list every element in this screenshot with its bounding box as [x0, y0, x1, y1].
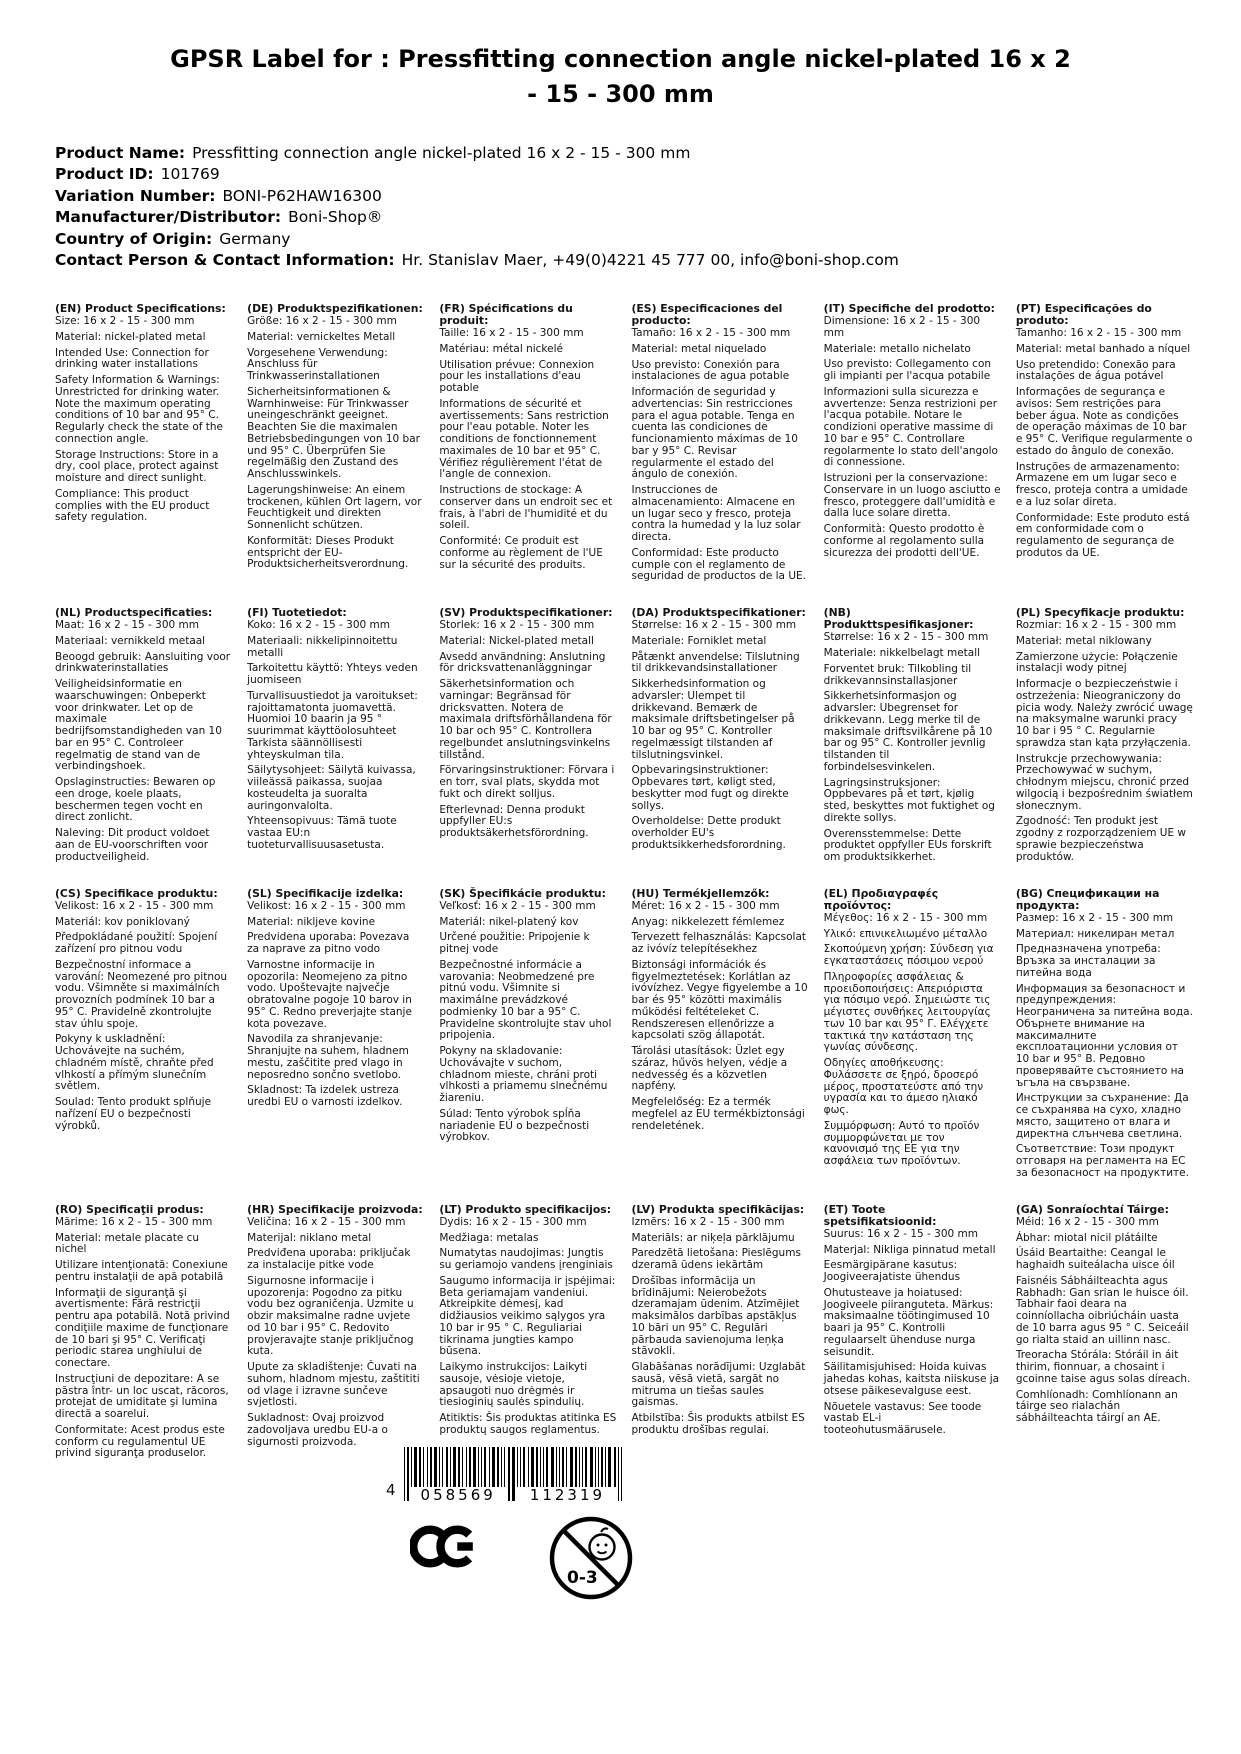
spec-storage: Navodila za shranjevanje: Shranjujte na suhem, hladnem mestu, zaščitite pred vlago in neposredno sončno svetlobo. — [247, 1033, 409, 1081]
spec-safety-warnings: Sikkerhedsinformation og advarsler: Ulempet til drikkevand. Bemærk de maksimale driftsbetingelser på 10 bar og 95° C. Kontroller regelmæssigt tilstanden af tilslutningsvinkel. — [631, 678, 795, 761]
language-spec-block — [632, 607, 809, 868]
spec-intended-use: Predviđena uporaba: priključak za instalacije pitke vode — [247, 1247, 411, 1272]
country-of-origin-row — [55, 229, 899, 250]
language-spec-title: (LT) Produkto specifikacijos: — [439, 1202, 612, 1216]
spec-compliance: Konformität: Dieses Produkt entspricht der EU-Produktsicherheitsverordnung. — [247, 534, 409, 571]
spec-safety-warnings: Sikkerhetsinformasjon og advarsler: Ubegrenset for drikkevann. Legg merke til de maksimale driftsvilkårene på 10 bar og 95° C. Kontroller jevnlig tilstanden til forbindelsesvinkelen. — [823, 690, 993, 773]
spec-storage: Instrucciones de almacenamiento: Almacene en un lugar seco y fresco, proteja contra la humedad y la luz solar directa. — [631, 484, 801, 544]
spec-safety-warnings: Informações de segurança e avisos: Sem restrições para beber água. Note as condições de operação máximas de 10 bar e 95° C. Verifique regularmente o estado do ângulo de conexão. — [1015, 386, 1193, 457]
barcode-main — [404, 1447, 623, 1504]
spec-intended-use: Zamierzone użycie: Połączenie instalacji wody pitnej — [1015, 650, 1178, 675]
spec-intended-use: Uso previsto: Conexión para instalaciones de agua potable — [631, 358, 790, 383]
spec-intended-use: Určené použitie: Pripojenie k pitnej vode — [439, 931, 590, 956]
spec-material: Υλικό: επινικελιωμένο μέταλλο — [823, 927, 988, 940]
product-id-label: Product ID: — [55, 165, 154, 184]
spec-size: Størrelse: 16 x 2 - 15 - 300 mm — [631, 619, 797, 632]
country-of-origin-label: Country of Origin: — [55, 229, 213, 248]
spec-material: Material: vernickeltes Metall — [247, 330, 396, 343]
spec-compliance: Conformité: Ce produit est conforme au règlement de l'UE sur la sécurité des produits. — [439, 535, 603, 571]
spec-compliance: Naleving: Dit product voldoet aan de EU-voorschriften voor productveiligheid. — [55, 827, 210, 863]
language-spec-block — [439, 888, 616, 1184]
spec-compliance: Zgodność: Ten produkt jest zgodny z rozporządzeniem UE w sprawie bezpieczeństwa produktów. — [1015, 815, 1187, 863]
spec-safety-warnings: Biztonsági információk és figyelmeztetések: Korlátlan az ivóvízhez. Vegye figyelembe a 10 bar és 95° közötti maximális működési feltételeket C. Rendszeresen ellenőrizze a kapcsolati szög állapotát. — [631, 958, 808, 1042]
language-spec-block — [439, 607, 616, 868]
spec-material: Materiale: nikkelbelagt metall — [823, 647, 981, 660]
spec-intended-use: Úsáid Beartaithe: Ceangal le haghaidh suiteálacha uisce óil — [1015, 1247, 1175, 1272]
spec-size: Rozmiar: 16 x 2 - 15 - 300 mm — [1015, 619, 1177, 632]
spec-safety-warnings: Faisnéis Sábháilteachta agus Rabhadh: Gan srian le huisce óil. Tabhair faoi deara na coinníollacha oibriúcháin uasta de 10 barra agus 95 ° C. Seiceáil go rialta staid an uillinn nasc. — [1015, 1274, 1189, 1346]
language-spec-block — [1016, 1204, 1193, 1464]
barcode-group2: 112319 — [529, 1486, 606, 1504]
spec-storage: Glabāšanas norādījumi: Uzglabāt sausā, vēsā vietā, sargāt no mitruma un tiešas saules gaismas. — [631, 1361, 806, 1409]
language-spec-title: (PT) Especificações do produto: — [1015, 302, 1152, 328]
spec-size: Izmērs: 16 x 2 - 15 - 300 mm — [631, 1215, 785, 1228]
country-of-origin-value: Germany — [219, 229, 291, 248]
spec-intended-use: Vorgesehene Verwendung: Anschluss für Trinkwasserinstallationen — [247, 346, 388, 383]
language-spec-title: (HU) Termékjellemzők: — [631, 886, 770, 900]
language-spec-block — [1016, 303, 1193, 587]
spec-size: Size: 16 x 2 - 15 - 300 mm — [55, 315, 195, 328]
spec-compliance: Overholdelse: Dette produkt overholder EU's produktsikkerhedsforordning. — [631, 815, 786, 851]
spec-compliance: Megfelelőség: Ez a termék megfelel az EU termékbiztonsági rendeletének. — [631, 1096, 805, 1132]
language-spec-block — [55, 303, 232, 587]
language-spec-title: (NB) Produkttspesifikasjoner: — [823, 606, 974, 632]
manufacturer-value: Boni-Shop® — [288, 208, 383, 227]
language-specs-grid — [55, 303, 1193, 1464]
language-spec-title: (FI) Tuotetiedot: — [247, 606, 347, 620]
spec-material: Anyag: nikkelezett fémlemez — [631, 915, 785, 928]
spec-compliance: Comhlíonadh: Comhlíonann an táirge seo rialachán sábháilteachta táirgí an AE. — [1015, 1388, 1178, 1425]
spec-storage: Opbevaringsinstruktioner: Opbevares tørt, køligt sted, beskytter mod fugt og direkte sollys. — [631, 764, 789, 812]
language-spec-title: (BG) Спецификации на продукта: — [1015, 886, 1160, 912]
spec-safety-warnings: Veiligheidsinformatie en waarschuwingen: Onbeperkt voor drinkwater. Let op de maximale bedrijfsomstandigheden van 10 bar en 95° C. Controleer regelmatig de stand van de verbindingshoek. — [55, 678, 222, 773]
spec-storage: Opslaginstructies: Bewaren op een droge, koele plaats, beschermen tegen vocht en direct zonlicht. — [55, 776, 216, 824]
language-spec-block — [247, 303, 424, 587]
language-spec-title: (PL) Specyfikacje produktu: — [1015, 606, 1185, 620]
spec-safety-warnings: Información de seguridad y advertencias: Sin restricciones para el agua potable. Tenga en cuenta las condiciones de funcionamiento máximas de 10 bar y 95° C. Revisar regularmente el estado del ángulo de conexión. — [631, 386, 798, 481]
language-spec-block — [439, 1204, 616, 1464]
product-id-value: 101769 — [160, 165, 220, 184]
language-spec-block — [247, 607, 424, 868]
spec-safety-warnings: Информация за безопасност и предупреждения: Неограничена за питейна вода. Обърнете внимание на максималните експлоатационни условия от 10 bar и 95° B. Редовно проверявайте състоянието на ъгъла на свързване. — [1015, 982, 1193, 1089]
language-spec-block — [824, 1204, 1001, 1464]
product-name-label: Product Name: — [55, 144, 186, 162]
language-spec-block — [439, 303, 616, 587]
variation-number-row — [55, 186, 899, 207]
spec-size: Storlek: 16 x 2 - 15 - 300 mm — [439, 619, 595, 632]
spec-size: Tamanho: 16 x 2 - 15 - 300 mm — [1015, 327, 1182, 340]
spec-intended-use: Předpokládané použití: Spojení zařízení pro pitnou vodu — [55, 931, 218, 956]
spec-intended-use: Utilisation prévue: Connexion pour les installations d'eau potable — [439, 358, 595, 395]
spec-material: Material: metale placate cu nichel — [55, 1231, 200, 1256]
contact-label: Contact Person & Contact Information: — [55, 250, 395, 269]
spec-storage: Instrucţiuni de depozitare: A se păstra într- un loc uscat, răcoros, protejat de umiditate şi lumina directă a soarelui. — [55, 1372, 229, 1421]
manufacturer-label: Manufacturer/Distributor: — [55, 208, 282, 227]
ce-mark-icon — [410, 1523, 478, 1574]
spec-storage: Instructions de stockage: A conserver dans un endroit sec et frais, à l'abri de l'humidité et du soleil. — [439, 484, 613, 532]
spec-material: Material: nikljeve kovine — [247, 915, 376, 928]
language-spec-block — [247, 1204, 424, 1464]
variation-number-value: BONI-P62HAW16300 — [222, 186, 382, 205]
spec-compliance: Súlad: Tento výrobok spĺňa nariadenie EÚ o bezpečnosti výrobkov. — [439, 1107, 590, 1144]
spec-size: Velikost: 16 x 2 - 15 - 300 mm — [247, 899, 406, 912]
spec-compliance: Съответствие: Този продукт отговаря на регламента на ЕС за безопасност на продуктите. — [1015, 1143, 1189, 1179]
language-spec-title: (FR) Spécifications du produit: — [439, 302, 573, 328]
language-spec-title: (LV) Produkta specifikācijas: — [631, 1202, 805, 1216]
language-spec-title: (SL) Specifikacije izdelka: — [247, 886, 404, 900]
spec-intended-use: Предназначена употреба: Връзка за инсталации за питейна вода — [1015, 943, 1161, 979]
spec-safety-warnings: Informacje o bezpieczeństwie i ostrzeżenia: Nieograniczony do picia wody. Należy zwrócić uwagę na maksymalne warunki pracy 10 bar i 95 ° C. Regularnie sprawdza stan kąta przyłączenia. — [1015, 678, 1193, 749]
spec-storage: Istruzioni per la conservazione: Conservare in un luogo asciutto e fresco, proteggere dall'umidità e dalla luce solare diretta. — [823, 472, 1001, 520]
spec-size: Dimensione: 16 x 2 - 15 - 300 mm — [823, 315, 981, 339]
spec-storage: Pokyny k uskladnění: Uchovávejte na suchém, chladném místě, chraňte před vlhkostí a přímým slunečním světlem. — [55, 1033, 214, 1093]
barcode-numbers — [404, 1486, 623, 1504]
spec-intended-use: Påtænkt anvendelse: Tilslutning til drikkevandsinstallationer — [631, 650, 800, 675]
language-spec-title: (ET) Toote spetsifikatsioonid: — [823, 1202, 937, 1228]
contact-value: Hr. Stanislav Maer, +49(0)4221 45 777 00, info@boni-shop.com — [401, 250, 899, 269]
spec-compliance: Yhteensopivuus: Tämä tuote vastaa EU:n tuoteturvallisuusasetusta. — [247, 815, 397, 851]
language-spec-block — [55, 1204, 232, 1464]
spec-material: Materiale: metallo nichelato — [823, 342, 971, 355]
spec-material: Materiał: metal niklowany — [1015, 634, 1152, 647]
spec-material: Materiāls: ar niķeļa pārklājumu — [631, 1231, 795, 1244]
spec-material: Materiál: kov poniklovaný — [55, 915, 190, 928]
spec-storage: Οδηγίες αποθήκευσης: Φυλάσσετε σε ξηρό, δροσερό μέρος, προστατεύστε από την υγρασία και το άμεσο ηλιακό φως. — [823, 1057, 984, 1117]
spec-intended-use: Σκοπούμενη χρήση: Σύνδεση για εγκαταστάσεις πόσιμου νερού — [823, 943, 994, 968]
spec-material: Materiale: Forniklet metal — [631, 634, 767, 647]
product-id-row — [55, 164, 899, 185]
language-spec-block — [1016, 888, 1193, 1184]
spec-material: Material: metal niquelado — [631, 342, 767, 355]
spec-compliance: Soulad: Tento produkt splňuje nařízení EU o bezpečnosti výrobků. — [55, 1096, 212, 1132]
spec-storage: Säilitamisjuhised: Hoida kuivas jahedas kohas, kaitsta niiskuse ja otsese päikesevalguse eest. — [823, 1361, 1000, 1397]
language-spec-title: (EL) Προδιαγραφές προϊόντος: — [823, 886, 939, 912]
spec-material: Materiaal: vernikkeld metaal — [55, 634, 206, 647]
page-title: GPSR Label for : Pressfitting connection angle nickel-plated 16 x 2 - 15 - 300 mm — [170, 45, 1071, 108]
spec-compliance: Sukladnost: Ovaj proizvod zadovoljava uredbu EU-a o sigurnosti proizvoda. — [247, 1412, 388, 1448]
product-name-row — [55, 143, 899, 164]
spec-size: Размер: 16 x 2 - 15 - 300 mm — [1015, 911, 1174, 924]
spec-storage: Lagringsinstruksjoner: Oppbevares på et tørt, kjølig sted, beskyttes mot fuktighet og direkte sollys. — [823, 776, 995, 824]
spec-size: Größe: 16 x 2 - 15 - 300 mm — [247, 315, 397, 328]
spec-material: Ábhar: miotal nicil plátáilte — [1015, 1231, 1158, 1244]
language-spec-block — [824, 303, 1001, 587]
language-spec-title: (ES) Especificaciones del producto: — [631, 302, 783, 328]
language-spec-block — [247, 888, 424, 1184]
spec-intended-use: Forventet bruk: Tilkobling til drikkevannsinstallasjoner — [823, 662, 972, 687]
spec-intended-use: Tervezett felhasználás: Kapcsolat az ivóvíz telepítésekhez — [631, 931, 806, 956]
spec-safety-warnings: Πληροφορίες ασφάλειας & προειδοποιήσεις: Απεριόριστα για πόσιμο νερό. Σημειώστε τις μέγιστες συνθήκες λειτουργίας των 10 bar και 95° Γ. Ελέγχετε τακτικά την κατάσταση της γωνίας σύνδεσης. — [823, 970, 991, 1054]
spec-size: Suurus: 16 x 2 - 15 - 300 mm — [823, 1227, 979, 1240]
spec-intended-use: Tarkoitettu käyttö: Yhteys veden juomiseen — [247, 662, 418, 687]
language-spec-block — [632, 303, 809, 587]
language-spec-block — [55, 607, 232, 868]
spec-safety-warnings: Sigurnosne informacije i upozorenja: Pogodno za pitku vodu bez ograničenja. Uzmite u obzir maksimalne radne uvjete od 10 bar i 95° C. Redovito provjeravajte stanje priključnog kuta. — [247, 1274, 414, 1358]
spec-compliance: Conformità: Questo prodotto è conforme al regolamento sulla sicurezza dei prodotti dell'UE. — [823, 523, 985, 559]
manufacturer-row — [55, 207, 899, 228]
spec-storage: Инструкции за съхранение: Да се съхранява на сухо, хладно място, защитено от влага и директна слънчева светлина. — [1015, 1092, 1189, 1140]
language-spec-title: (SV) Produktspecifikationer: — [439, 606, 613, 620]
language-spec-title: (EN) Product Specifications: — [55, 302, 226, 315]
spec-storage: Treoracha Stórála: Stóráil in áit thirim, fionnuar, a chosaint i gcoinne taise agus solas díreach. — [1015, 1349, 1191, 1385]
barcode-left-digit: 4 — [386, 1481, 397, 1499]
spec-intended-use: Beoogd gebruik: Aansluiting voor drinkwaterinstallaties — [55, 650, 231, 675]
spec-safety-warnings: Drošības informācija un brīdinājumi: Neierobežots dzeramajam ūdenim. Atzīmējiet maksimālos darbības apstākļus 10 bāri un 95° C. Regulāri pārbauda savienojuma leņķa stāvokli. — [631, 1274, 800, 1358]
spec-compliance: Compliance: This product complies with the EU product safety regulation. — [55, 487, 210, 524]
spec-size: Veľkosť: 16 x 2 - 15 - 300 mm — [439, 899, 596, 912]
spec-storage: Storage Instructions: Store in a dry, cool place, protect against moisture and direct sunlight. — [55, 448, 219, 485]
language-spec-block — [824, 888, 1001, 1184]
spec-intended-use: Utilizare intenţionată: Conexiune pentru instalaţii de apă potabilă — [55, 1259, 228, 1283]
spec-safety-warnings: Varnostne informacije in opozorila: Neomejeno za pitno vodo. Upoštevajte največje obratovalne pogoje 10 barov in 95° C. Redno preverjajte stanje kota povezave. — [247, 958, 412, 1030]
spec-size: Μέγεθος: 16 x 2 - 15 - 300 mm — [823, 911, 988, 924]
language-spec-block — [1016, 607, 1193, 868]
language-spec-title: (SK) Špecifikácie produktu: — [439, 886, 606, 900]
language-spec-title: (RO) Specificaţii produs: — [55, 1202, 204, 1216]
spec-safety-warnings: Bezpečnostní informace a varování: Neomezené pro pitnou vodu. Všimněte si maximálních provozních podmínek 10 bar a 95° C. Pravidelně zkontrolujte stav úhlu spoje. — [55, 958, 228, 1030]
language-spec-title: (GA) Sonraíochtaí Táirge: — [1015, 1202, 1169, 1216]
spec-material: Материал: никелиран метал — [1015, 927, 1175, 940]
spec-intended-use: Numatytas naudojimas: Jungtis su geriamojo vandens įrenginiais — [439, 1247, 613, 1272]
spec-compliance: Atbilstība: Šis produkts atbilst ES produktu drošības regulai. — [631, 1412, 805, 1436]
language-spec-title: (DE) Produktspezifikationen: — [247, 302, 423, 315]
spec-storage: Upute za skladištenje: Čuvati na suhom, hladnom mjestu, zaštititi od vlage i izravne sunčeve svjetlosti. — [247, 1361, 420, 1409]
spec-storage: Förvaringsinstruktioner: Förvara i en torr, sval plats, skydda mot fukt och direkt solljus. — [439, 764, 615, 800]
spec-safety-warnings: Ohutusteave ja hoiatused: Joogiveele piiranguteta. Märkus: maksimaalne töötingimused 10 baari ja 95° C. Kontrolli regulaarselt ühenduse nurga seisundit. — [823, 1286, 994, 1358]
spec-size: Dydis: 16 x 2 - 15 - 300 mm — [439, 1215, 587, 1228]
spec-storage: Tárolási utasítások: Üzlet egy száraz, hűvös helyen, védje a nedvesség és a közvetlen napfény. — [631, 1045, 788, 1093]
spec-intended-use: Eesmärgipärane kasutus: Joogiveerajatiste ühendus — [823, 1259, 961, 1284]
variation-number-label: Variation Number: — [55, 186, 216, 205]
spec-size: Méid: 16 x 2 - 15 - 300 mm — [1015, 1215, 1159, 1228]
age-warning-label: 0-3 — [567, 1568, 598, 1588]
language-spec-title: (IT) Specifiche del prodotto: — [823, 302, 995, 315]
spec-compliance: Efterlevnad: Denna produkt uppfyller EU:s produktsäkerhetsförordning. — [439, 803, 589, 840]
spec-material: Matériau: métal nickelé — [439, 342, 563, 355]
language-spec-block — [55, 888, 232, 1184]
spec-compliance: Overensstemmelse: Dette produktet oppfyller EUs forskrift om produktsikkerhet. — [823, 827, 992, 864]
spec-size: Veličina: 16 x 2 - 15 - 300 mm — [247, 1215, 406, 1228]
spec-compliance: Nõuetele vastavus: See toode vastab EL-i tooteohutusmäärusele. — [823, 1400, 982, 1437]
spec-size: Tamaño: 16 x 2 - 15 - 300 mm — [631, 327, 791, 340]
spec-safety-warnings: Informazioni sulla sicurezza e avvertenze: Senza restrizioni per l'acqua potabile. Notare le condizioni operative massime di 10 bar e 95° C. Controllare regolarmente lo stato dell'angolo di connessione. — [823, 385, 998, 469]
spec-compliance: Atitiktis: Šis produktas atitinka ES produktų saugos reglamentus. — [439, 1412, 617, 1436]
language-spec-block — [632, 888, 809, 1184]
spec-material: Materiál: nikel-platený kov — [439, 915, 579, 928]
spec-safety-warnings: Bezpečnostné informácie a varovania: Neobmedzené pre pitnú vodu. Všimnite si maximálne prevádzkové podmienky 10 bar a 95° C. Pravidelne skontrolujte stav uhol pripojenia. — [439, 958, 612, 1042]
spec-material: Medžiaga: metalas — [439, 1231, 539, 1244]
spec-intended-use: Avsedd användning: Anslutning för dricksvattenanläggningar — [439, 650, 606, 675]
spec-material: Materijal: niklano metal — [247, 1231, 372, 1244]
spec-storage: Lagerungshinweise: An einem trockenen, kühlen Ort lagern, vor Feuchtigkeit und direkten Sonnenlicht schützen. — [247, 483, 422, 532]
language-spec-title: (NL) Productspecificaties: — [55, 606, 213, 620]
spec-compliance: Conformidade: Este produto está em conformidade com o regulamento de segurança de produtos da UE. — [1015, 511, 1190, 559]
spec-safety-warnings: Saugumo informacija ir įspėjimai: Beta geriamajam vandeniui. Atkreipkite dėmesį, kad didžiausios veikimo sąlygos yra 10 bar ir 95 ° C. Reguliariai tikrinama jungties kampo būsena. — [439, 1274, 616, 1358]
language-spec-title: (CS) Specifikace produktu: — [55, 886, 218, 900]
spec-compliance: Συμμόρφωση: Αυτό το προϊόν συμμορφώνεται με τον κανονισμό της ΕΕ για την ασφάλεια των προϊόντων. — [823, 1119, 980, 1168]
spec-safety-warnings: Safety Information & Warnings: Unrestricted for drinking water. Note the maximum operating conditions of 10 bar and 95° C. Regularly check the state of the connection angle. — [55, 374, 224, 445]
language-spec-title: (DA) Produktspecifikationer: — [631, 606, 806, 620]
spec-size: Velikost: 16 x 2 - 15 - 300 mm — [55, 899, 214, 912]
spec-storage: Säilytysohjeet: Säilytä kuivassa, viileässä paikassa, suojaa kosteudelta ja suoralta auringonvalolta. — [247, 764, 416, 812]
spec-intended-use: Intended Use: Connection for drinking water installations — [55, 346, 209, 371]
spec-intended-use: Predvidena uporaba: Povezava za naprave za pitno vodo — [247, 931, 410, 956]
spec-safety-warnings: Informaţii de siguranţă şi avertismente: Fără restricţii pentru apa potabilă. Notă privind condiţiile maxime de funcţionare de 10 bari şi 95° C. Verificaţi periodic starea unghiului de conectare. — [55, 1286, 230, 1370]
spec-compliance: Conformitate: Acest produs este conform cu regulamentul UE privind siguranţa produselor. — [55, 1423, 225, 1460]
spec-material: Material: nickel-plated metal — [55, 330, 206, 343]
language-spec-title: (HR) Specifikacije proizvoda: — [247, 1202, 423, 1216]
language-spec-block — [632, 1204, 809, 1464]
spec-safety-warnings: Turvallisuustiedot ja varoitukset: rajoittamatonta juomavettä. Huomioi 10 baarin ja 95 ° suurimmat käyttöolosuhteet Tarkista säännöllisesti yhteyskulman tila. — [247, 689, 418, 761]
spec-size: Méret: 16 x 2 - 15 - 300 mm — [631, 899, 780, 912]
spec-size: Taille: 16 x 2 - 15 - 300 mm — [439, 327, 584, 340]
spec-size: Størrelse: 16 x 2 - 15 - 300 mm — [823, 631, 989, 644]
spec-size: Maat: 16 x 2 - 15 - 300 mm — [55, 619, 199, 632]
spec-material: Material: metal banhado a níquel — [1015, 342, 1191, 355]
spec-storage: Pokyny na skladovanie: Uchovávajte v suchom, chladnom mieste, chráni proti vlhkosti a priamemu slnečnému žiareniu. — [439, 1045, 608, 1105]
spec-material: Materiaali: nikkelipinnoitettu metalli — [247, 634, 398, 659]
ean-barcode — [386, 1447, 622, 1504]
spec-safety-warnings: Säkerhetsinformation och varningar: Begränsad för dricksvatten. Notera de maximala driftsförhållandena för 10 bar och 95° C. Kontrollera regelbundet anslutningsvinkelns tillstånd. — [439, 678, 612, 761]
language-spec-block — [824, 607, 1001, 868]
spec-intended-use: Uso previsto: Collegamento con gli impianti per l'acqua potabile — [823, 358, 992, 383]
spec-material: Material: Nickel-plated metall — [439, 634, 594, 647]
spec-material: Materjal: Nikliga pinnatud metall — [823, 1243, 996, 1256]
age-warning-0-3-icon — [547, 1514, 635, 1606]
spec-compliance: Conformidad: Este producto cumple con el reglamento de seguridad de productos de la UE. — [631, 546, 806, 583]
product-info — [55, 143, 899, 271]
spec-storage: Instrukcje przechowywania: Przechowywać w suchym, chłodnym miejscu, chronić przed wilgocią i bezpośrednim światłem słonecznym. — [1015, 752, 1193, 812]
contact-row — [55, 250, 899, 271]
spec-size: Koko: 16 x 2 - 15 - 300 mm — [247, 619, 391, 632]
spec-intended-use: Paredzētā lietošana: Pieslēgums dzeramā ūdens iekārtām — [631, 1247, 801, 1272]
spec-safety-warnings: Informations de sécurité et avertissements: Sans restriction pour l'eau potable. Noter les conditions de fonctionnement maximales de 10 bar et 95° C. Vérifiez régulièrement l'état de l'angle de connexion. — [439, 397, 609, 481]
spec-storage: Laikymo instrukcijos: Laikyti sausoje, vėsioje vietoje, apsaugoti nuo drėgmės ir tiesioginių saulės spindulių. — [439, 1361, 588, 1409]
spec-compliance: Skladnost: Ta izdelek ustreza uredbi EU o varnosti izdelkov. — [247, 1084, 403, 1109]
spec-storage: Instruções de armazenamento: Armazene em um lugar seco e fresco, proteja contra a umidade e a luz solar direta. — [1015, 460, 1188, 508]
barcode-group1: 058569 — [420, 1486, 496, 1504]
spec-intended-use: Uso pretendido: Conexão para instalações de água potável — [1015, 358, 1176, 383]
product-name-value: Pressfitting connection angle nickel-plated 16 x 2 - 15 - 300 mm — [192, 144, 691, 162]
spec-size: Mărime: 16 x 2 - 15 - 300 mm — [55, 1215, 213, 1228]
spec-safety-warnings: Sicherheitsinformationen & Warnhinweise: Für Trinkwasser uneingeschränkt geeignet. Beachten Sie die maximalen Betriebsbedingungen von 10 bar und 95° C. Überprüfen Sie regelmäßig den Zustand des Anschlusswinkels. — [247, 385, 420, 481]
